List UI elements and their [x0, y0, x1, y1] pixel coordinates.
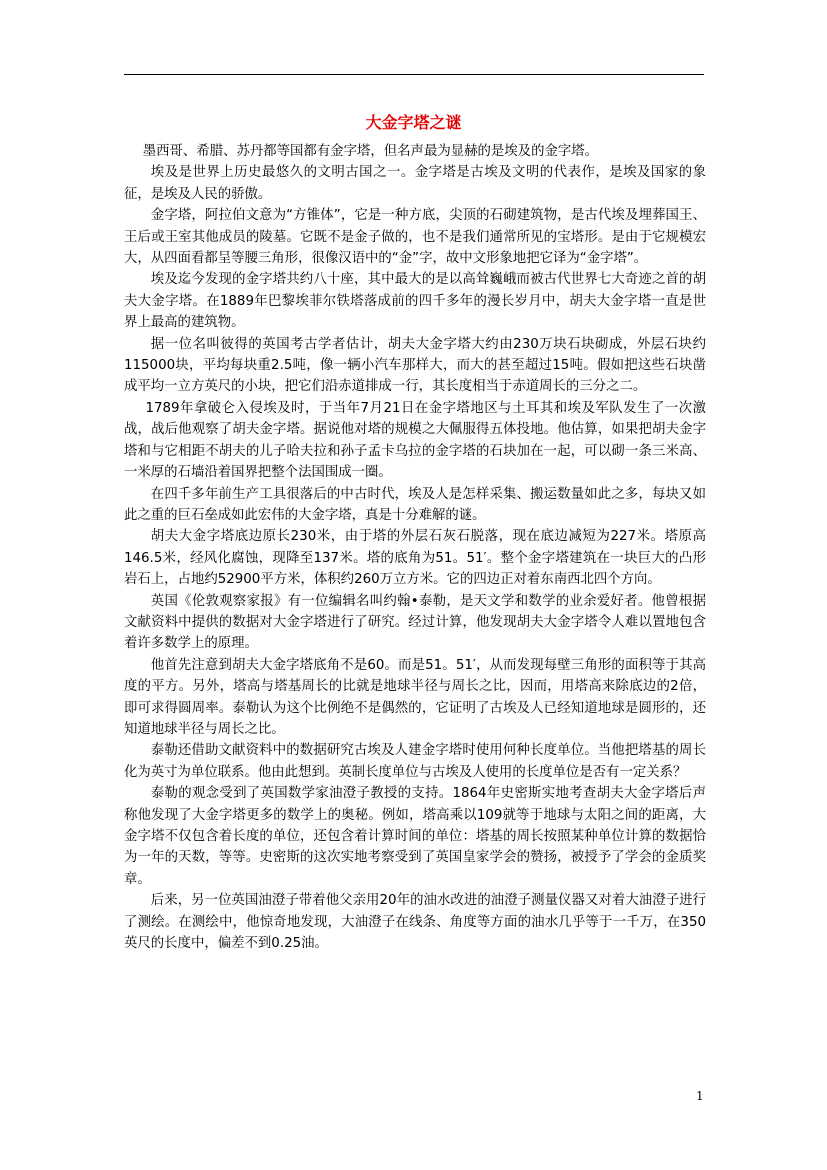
paragraph: 后来，另一位英国油澄子带着他父亲用20年的油水改进的油澄子测量仪器又对着大油澄子进行了测绘。在测绘中，他惊奇地发现，大油澄子在线条、角度等方面的油水几乎等于一千万，在350英尺的长度中，偏差不到0.25油。 — [124, 893, 706, 952]
paragraph: 他首先注意到胡夫大金字塔底角不是60。而是51。51′，从而发现每壁三角形的面积等于其高度的平方。另外，塔高与塔基周长的比就是地球半径与周长之比，因而，用塔高来除底边的2倍，即可求得圆周率。泰勒认为这个比例绝不是偶然的，它证明了古埃及人已经知道地球是圆形的，还知道地球半径与周长之比。 — [124, 657, 706, 737]
paragraph: 1789年拿破仑入侵埃及时，于当年7月21日在金字塔地区与土耳其和埃及军队发生了一次激战，战后他观察了胡夫金字塔。据说他对塔的规模之大佩服得五体投地。他估算，如果把胡夫金字塔和与它相距不胡夫的儿子哈夫拉和孙子孟卡乌拉的金字塔的石块加在一起，可以砌一条三米高、一米厚的石墙沿着国界把整个法国围成一圈。 — [124, 400, 706, 481]
paragraph: 泰勒还借助文献资料中的数据研究古埃及人建金字塔时使用何种长度单位。当他把塔基的周长化为英寸为单位联系。他由此想到。英制长度单位与古埃及人使用的长度单位是否有一定关系？ — [124, 743, 706, 780]
header-rule — [124, 74, 704, 75]
paragraph: 埃及是世界上历史最悠久的文明古国之一。金字塔是古埃及文明的代表作，是埃及国家的象征，是埃及人民的骄傲。 — [124, 165, 706, 202]
document-body — [124, 141, 706, 954]
paragraph: 在四千多年前生产工具很落后的中古时代，埃及人是怎样采集、搬运数量如此之多，每块又如此之重的巨石垒成如此宏伟的大金字塔，真是十分难解的谜。 — [124, 486, 706, 523]
paragraph: 金字塔，阿拉伯文意为“方锥体”，它是一种方底，尖顶的石砌建筑物，是古代埃及埋葬国王、王后或王室其他成员的陵墓。它既不是金子做的，也不是我们通常所见的宝塔形。是由于它规模宏大，从四面看都呈等腰三角形，很像汉语中的“金”字，故中文形象地把它译为“金字塔”。 — [124, 208, 706, 267]
paragraph: 泰勒的观念受到了英国数学家油澄子教授的支持。1864年史密斯实地考查胡夫大金字塔后声称他发现了大金字塔更多的数学上的奥秘。例如，塔高乘以109就等于地球与太阳之间的距离，大金字塔不仅包含着长度的单位，还包含着计算时间的单位：塔基的周长按照某种单位计算的数据恰为一年的天数，等等。史密斯的这次实地考察受到了英国皇家学会的赞扬，被授予了学会的金质奖章。 — [124, 786, 706, 887]
document-title: 大金字塔之谜 — [365, 113, 462, 132]
paragraph: 英国《伦敦观察家报》有一位编辑名叫约翰•泰勒，是天文学和数学的业余爱好者。他曾根据文献资料中提供的数据对大金字塔进行了研究。经过计算，他发现胡夫大金字塔令人难以置地包含着许多数学上的原理。 — [124, 593, 706, 652]
page-number: 1 — [696, 1089, 704, 1103]
paragraph: 据一位名叫彼得的英国考古学者估计，胡夫大金字塔大约由230万块石块砌成，外层石块约115000块，平均每块重2.5吨，像一辆小汽车那样大，而大的甚至超过15吨。假如把这些石块凿成平均一立方英尺的小块，把它们沿赤道排成一行，其长度相当于赤道周长的三分之二。 — [124, 336, 706, 395]
paragraph: 墨西哥、希腊、苏丹都等国都有金字塔，但名声最为显赫的是埃及的金字塔。 — [142, 144, 599, 159]
paragraph: 埃及迄今发现的金字塔共约八十座，其中最大的是以高耸巍峨而被古代世界七大奇迹之首的胡夫大金字塔。在1889年巴黎埃菲尔铁塔落成前的四千多年的漫长岁月中，胡夫大金字塔一直是世界上最高的建筑物。 — [124, 272, 706, 331]
paragraph: 胡夫大金字塔底边原长230米，由于塔的外层石灰石脱落，现在底边减短为227米。塔原高146.5米，经风化腐蚀，现降至137米。塔的底角为51。51′。整个金字塔建筑在一块巨大的凸形岩石上，占地约52900平方米，体积约260万立方米。它的四边正对着东南西北四个方向。 — [124, 529, 706, 588]
